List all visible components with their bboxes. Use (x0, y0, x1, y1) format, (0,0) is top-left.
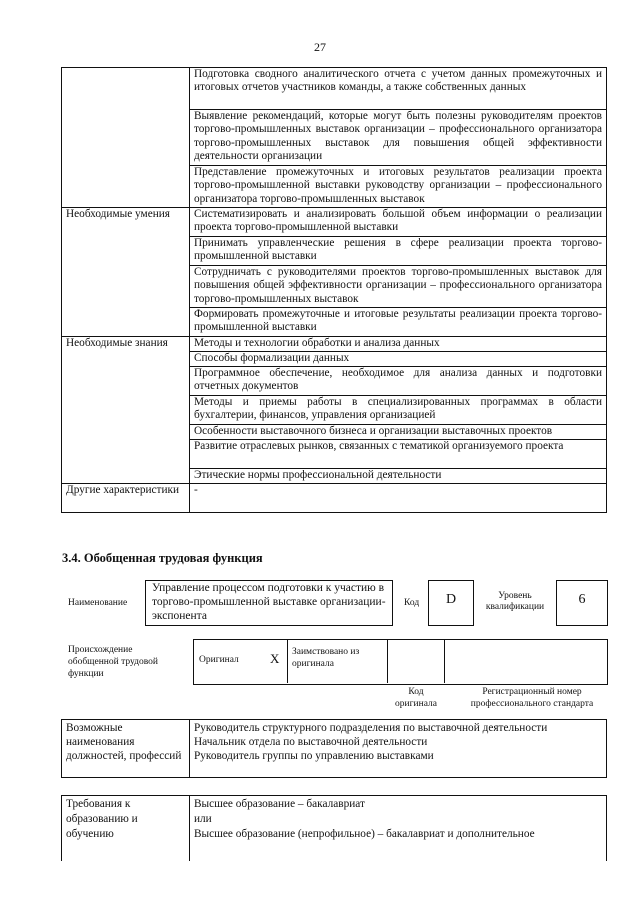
table-cell: Представление промежуточных и итоговых результатов реализации проекта торгово-промышленной выставки руководству организации – профессионального организатора торгово-промышленных выставок (190, 166, 607, 208)
level-value: 6 (578, 592, 586, 607)
education-item: Высшее образование – бакалавриат (194, 798, 365, 810)
position-item: Начальник отдела по выставочной деятельности (194, 736, 428, 748)
table-cell: Принимать управленческие решения в сфере реализации проекта торгово-промышленной выставки (190, 237, 607, 266)
table-row (62, 720, 607, 778)
education-table (61, 795, 607, 861)
origin-divider (387, 639, 388, 683)
table-cell: Формировать промежуточные и итоговые результаты реализации проекта торгово-промышленной выставки (190, 308, 607, 337)
table-cell: - (190, 484, 607, 513)
position-item: Руководитель структурного подразделения по выставочной деятельности (194, 722, 548, 734)
table-cell: Развитие отраслевых рынков, связанных с тематикой организуемого проекта (190, 440, 607, 469)
table-cell: Особенности выставочного бизнеса и организации выставочных проектов (190, 425, 607, 440)
original-mark: X (270, 651, 280, 666)
positions-label: Возможные наименования должностей, профессий (62, 720, 190, 778)
reg-number-caption: Регистрационный номер профессионального стандарта (470, 687, 594, 709)
education-item: Высшее образование (непрофильное) – бакалавриат и дополнительное (194, 828, 535, 840)
name-label: Наименование (68, 598, 128, 608)
table-cell: Программное обеспечение, необходимое для анализа данных и подготовки отчетных документов (190, 367, 607, 396)
page-number: 27 (314, 40, 326, 54)
table-cell: Выявление рекомендаций, которые могут быть полезны руководителям проектов торгово-промышленных выставок организации – профессионального организатора торгово-промышленных выставок для повышения общей эффективности деятельности организации (190, 110, 607, 166)
table-row (62, 337, 607, 352)
section-title: 3.4. Обобщенная трудовая функция (62, 551, 263, 565)
code-original-caption: Код оригинала (395, 687, 437, 709)
code-value: D (445, 592, 457, 607)
table-cell: Способы формализации данных (190, 352, 607, 367)
education-label: Требования к образованию и обучению (62, 796, 190, 862)
positions-cell (190, 720, 607, 778)
origin-box (193, 639, 608, 685)
education-cell (190, 796, 607, 862)
function-name: Управление процессом подготовки к участию в торгово-промышленной выставке организации-экспонента (152, 582, 386, 622)
origin-divider (287, 639, 288, 683)
table-cell: Систематизировать и анализировать большой объем информации о реализации проекта торгово-промышленной выставки (190, 208, 607, 237)
table-row (62, 208, 607, 237)
row-label-other: Другие характеристики (62, 484, 190, 513)
original-label: Оригинал (199, 655, 239, 665)
positions-table (61, 719, 607, 778)
table-cell: Сотрудничать с руководителями проектов торгово-промышленных выставок для повышения общей эффективности организации – профессионального организатора торгово-промышленных выставок (190, 266, 607, 308)
level-label: Уровень квалификации (485, 591, 545, 612)
row-label (62, 68, 190, 208)
origin-divider (444, 639, 445, 683)
table-row (62, 796, 607, 862)
row-label-skills: Необходимые умения (62, 208, 190, 337)
education-item: или (194, 813, 212, 825)
table-row (62, 484, 607, 513)
table-row (62, 68, 607, 110)
competency-table (61, 67, 607, 513)
origin-label: Происхождение обобщенной трудовой функции (68, 645, 158, 679)
table-cell: Методы и приемы работы в специализированных программах в области бухгалтерии, финансов, управления организацией (190, 396, 607, 425)
table-cell: Методы и технологии обработки и анализа данных (190, 337, 607, 352)
code-label: Код (404, 598, 420, 608)
table-cell: Подготовка сводного аналитического отчета с учетом данных промежуточных и итоговых отчетов участников команды, а также собственных данных (190, 68, 607, 110)
table-cell: Этические нормы профессиональной деятельности (190, 469, 607, 484)
position-item: Руководитель группы по управлению выставками (194, 750, 434, 762)
borrowed-label: Заимствовано из оригинала (292, 647, 360, 669)
row-label-knowledge: Необходимые знания (62, 337, 190, 484)
